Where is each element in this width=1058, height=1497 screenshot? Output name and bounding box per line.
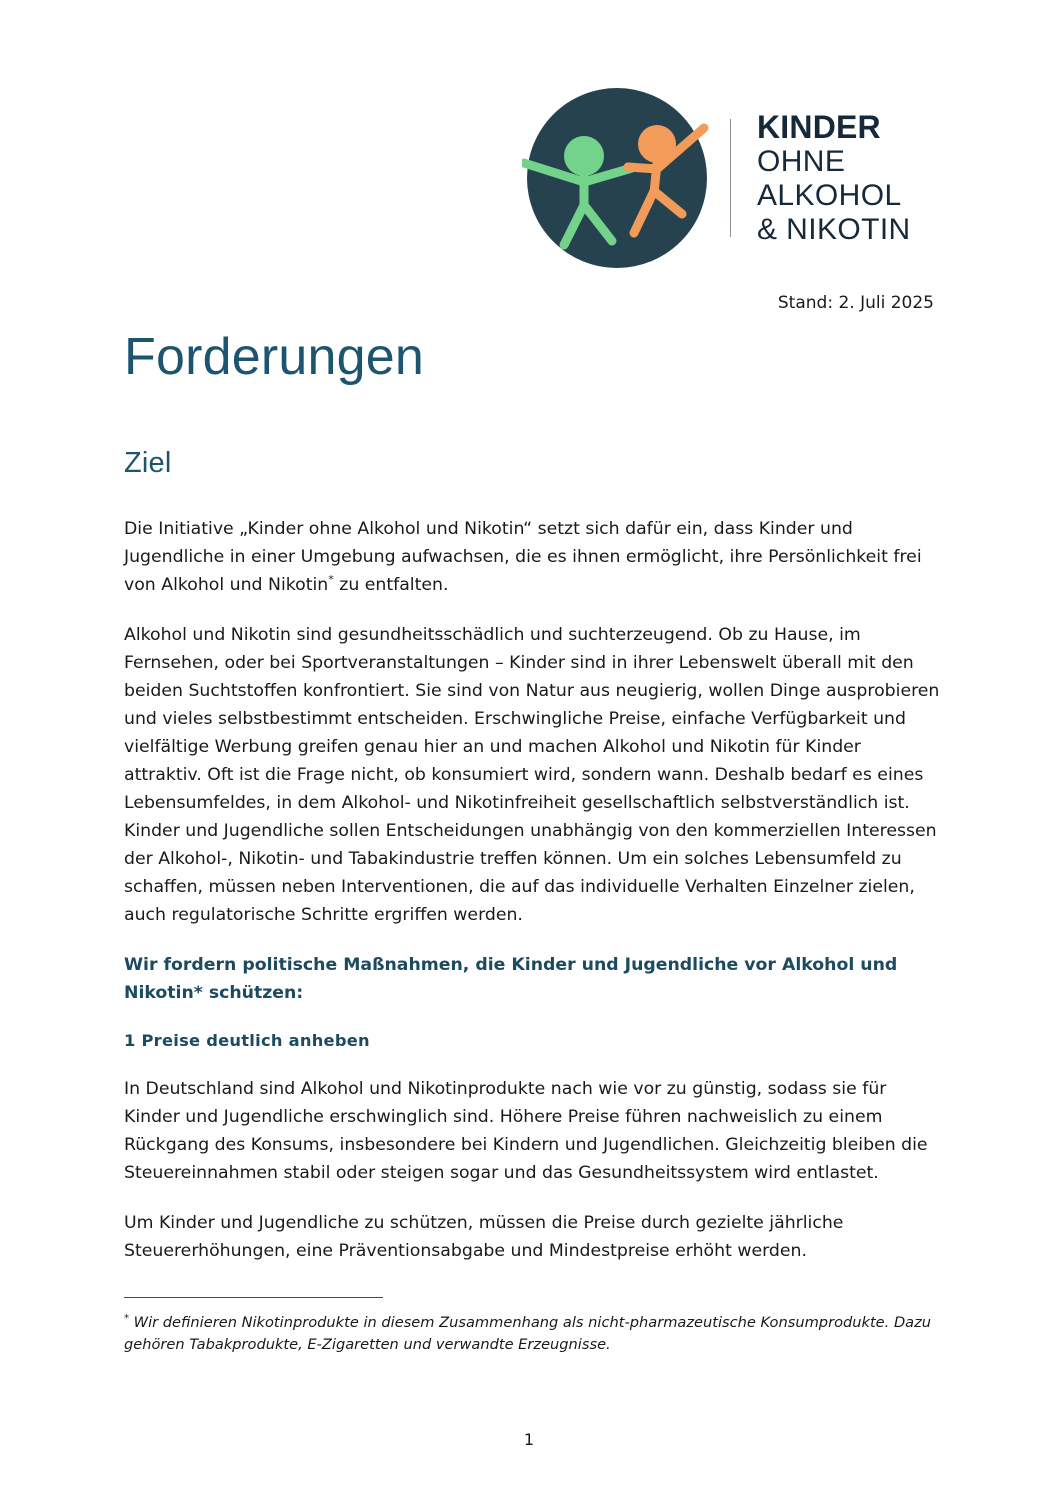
document-date: Stand: 2. Juli 2025 [777, 293, 934, 313]
ziel-paragraph-1-part-b: zu entfalten. [333, 574, 449, 595]
footnote-area [124, 1297, 940, 1356]
logo-wordmark-line-3: ALKOHOL [757, 179, 902, 213]
demand-1-heading: 1 Preise deutlich anheben [124, 1030, 370, 1050]
footnote-body: Wir definieren Nikotinprodukte in diesem Zusammenhang als nicht-pharmazeutische Konsumprodukte. Dazu gehören Tabakprodukte, E-Zigaretten und verwandte Erzeugnisse. [124, 1314, 932, 1354]
footnote-text [124, 1312, 940, 1356]
ziel-paragraph-1 [124, 515, 940, 599]
logo-wordmark-line-4: & NIKOTIN [757, 213, 911, 247]
logo-divider [730, 119, 731, 237]
footnote-separator-rule [124, 1297, 383, 1298]
logo-wordmark-line-2: OHNE [757, 145, 846, 179]
section-heading-ziel: Ziel [124, 446, 172, 479]
demand-1-paragraph-2: Um Kinder und Jugendliche zu schützen, müssen die Preise durch gezielte jährliche Steuererhöhungen, eine Präventionsabgabe und Mindestpreise erhöht werden. [124, 1213, 844, 1262]
footnote-marker: * [124, 1313, 129, 1325]
footnote-marker-inline: * [328, 572, 334, 586]
ziel-paragraph-1-part-a: Die Initiative „Kinder ohne Alkohol und Nikotin“ setzt sich dafür ein, dass Kinder und Jugendliche in einer Umgebung aufwachsen, die es ihnen ermöglicht, ihre Persönlichkeit frei von Alkohol und Nikotin [124, 518, 922, 595]
demand-1-paragraph-1: In Deutschland sind Alkohol und Nikotinprodukte nach wie vor zu günstig, sodass sie für Kinder und Jugendliche erschwinglich sind. Höhere Preise führen nachweislich zu einem Rückgang des Konsums, insbesondere bei Kindern und Jugendlichen. Gleichzeitig bleiben die Steuereinnahmen stabil oder steigen sogar und das Gesundheitssystem wird entlastet. [124, 1079, 928, 1184]
logo-wordmark-line-1: KINDER [757, 109, 881, 146]
ziel-paragraph-2: Alkohol und Nikotin sind gesundheitsschädlich und suchterzeugend. Ob zu Hause, im Fernsehen, oder bei Sportveranstaltungen – Kinder sind in ihrer Lebenswelt überall mit den beiden Suchtstoffen konfrontiert. Sie sind von Natur aus neugierig, wollen Dinge ausprobieren und vieles selbstbestimmt entscheiden. Erschwingliche Preise, einfache Verfügbarkeit und vielfältige Werbung greifen genau hier an und machen Alkohol und Nikotin für Kinder attraktiv. Oft ist die Frage nicht, ob konsumiert wird, sondern wann. Deshalb bedarf es eines Lebensumfeldes, in dem Alkohol- und Nikotinfreiheit gesellschaftlich selbstverständlich ist. Kinder und Jugendliche sollen Entscheidungen unabhängig von den kommerziellen Interessen der Alkohol-, Nikotin- und Tabakindustrie treffen können. Um ein solches Lebensumfeld zu schaffen, müssen neben Interventionen, die auf das individuelle Verhalten Einzelner zielen, auch regulatorische Schritte ergriffen werden. [124, 624, 940, 925]
document-content [124, 330, 940, 1265]
demands-intro-heading: Wir fordern politische Maßnahmen, die Kinder und Jugendliche vor Alkohol und Nikotin* schützen: [124, 954, 898, 1003]
logo-wordmark [757, 109, 911, 247]
brand-logo [522, 82, 934, 274]
page-title: Forderungen [124, 328, 424, 386]
two-children-circle-logo-icon [522, 83, 712, 273]
page-number: 1 [523, 1430, 535, 1449]
